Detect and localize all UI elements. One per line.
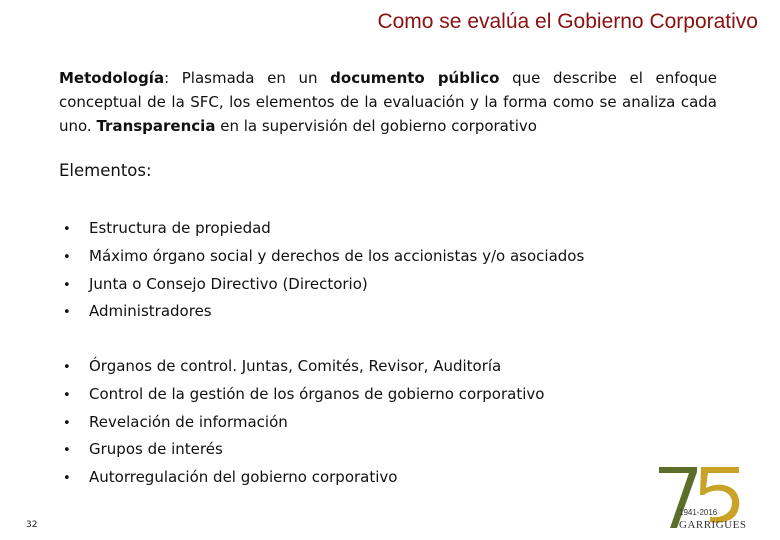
list-item-label: Máximo órgano social y derechos de los accionistas y/o asociados xyxy=(89,247,585,265)
bullet-icon: • xyxy=(63,443,71,458)
intro-text-1: : Plasmada en un xyxy=(164,69,331,87)
list-item xyxy=(63,246,584,268)
list-item-label: Control de la gestión de los órganos de gobierno corporativo xyxy=(89,385,545,403)
bullet-icon: • xyxy=(63,278,71,293)
transparency-emphasis: Transparencia xyxy=(96,117,216,135)
list-item-label: Grupos de interés xyxy=(89,440,223,458)
list-item xyxy=(63,467,397,489)
logo-years: 1941-2016 xyxy=(679,508,718,517)
list-item-label: Administradores xyxy=(89,302,212,320)
intro-text-2: que describe el enfoque conceptual de la SFC, los elementos de la evaluación y la forma como se analiza cada uno. xyxy=(59,69,717,135)
list-item xyxy=(63,412,288,434)
bullet-icon: • xyxy=(63,250,71,265)
list-item xyxy=(63,384,544,406)
elements-heading: Elementos: xyxy=(59,161,152,180)
document-emphasis: documento público xyxy=(330,69,500,87)
garrigues-75-anniversary-logo xyxy=(655,462,755,534)
list-item-label: Junta o Consejo Directivo (Directorio) xyxy=(89,275,368,293)
list-item-label: Órganos de control. Juntas, Comités, Revisor, Auditoría xyxy=(89,357,502,375)
list-item xyxy=(63,439,223,461)
list-item xyxy=(63,356,501,378)
list-item xyxy=(63,274,368,296)
bullet-icon: • xyxy=(63,416,71,431)
list-item xyxy=(63,301,212,323)
logo-brand: GARRIGUES xyxy=(679,519,747,531)
bullet-icon: • xyxy=(63,305,71,320)
list-item-label: Revelación de información xyxy=(89,413,288,431)
page-number: 32 xyxy=(26,520,38,530)
bullet-icon: • xyxy=(63,360,71,375)
list-item xyxy=(63,218,271,240)
bullet-icon: • xyxy=(63,471,71,486)
intro-paragraph xyxy=(59,66,717,138)
bullet-icon: • xyxy=(63,222,71,237)
methodology-label: Metodología xyxy=(59,69,165,87)
slide-title: Como se evalúa el Gobierno Corporativo xyxy=(377,10,758,33)
bullet-icon: • xyxy=(63,388,71,403)
list-item-label: Autorregulación del gobierno corporativo xyxy=(89,468,398,486)
intro-text-3: en la supervisión del gobierno corporativo xyxy=(215,117,537,135)
list-item-label: Estructura de propiedad xyxy=(89,219,271,237)
